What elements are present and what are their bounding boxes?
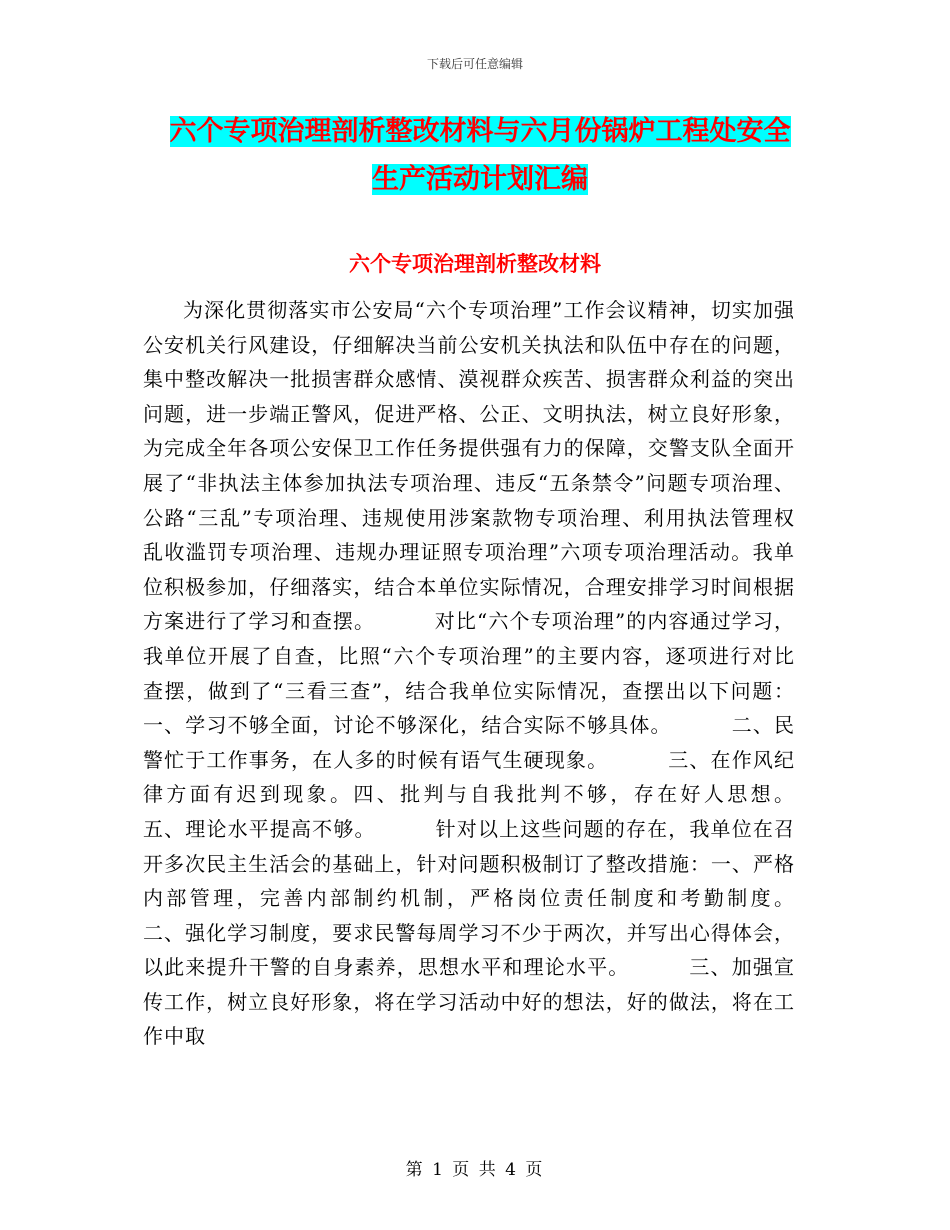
section-title: 六个专项治理剖析整改材料 [349, 251, 601, 276]
header-note: 下载后可任意编辑 [426, 57, 523, 71]
body-paragraph: 为深化贯彻落实市公安局“六个专项治理”工作会议精神，切实加强公安机关行风建设，仔细解决当前公安机关执法和队伍中存在的问题，集中整改解决一批损害群众感情、漠视群众疾苦、损害群众利益的突出问题，进一步端正警风，促进严格、公正、文明执法，树立良好形象，为完成全年各项公安保卫工作任务提供强有力的保障，交警支队全面开展了“非执法主体参加执法专项治理、违反“五条禁令”问题专项治理、公路“三乱”专项治理、违规使用涉案款物专项治理、利用执法管理权乱收滥罚专项治理、违规办理证照专项治理”六项专项治理活动。我单位积极参加，仔细落实，结合本单位实际情况，合理安排学习时间根据方案进行了学习和查摆。 对比“六个专项治理”的内容通过学习，我单位开展了自查，比照“六个专项治理”的主要内容，逐项进行对比查摆，做到了“三看三查”，结合我单位实际情况，查摆出以下问题： 一、学习不够全面，讨论不够深化，结合实际不够具体。 二、民警忙于工作事务，在人多的时候有语气生硬现象。 三、在作风纪律方面有迟到现象。四、批判与自我批判不够，存在好人思想。 五、理论水平提高不够。 针对以上这些问题的存在，我单位在召开多次民主生活会的基础上，针对问题积极制订了整改措施：一、严格内部管理，完善内部制约机制，严格岗位责任制度和考勤制度。 二、强化学习制度，要求民警每周学习不少于两次，并写出心得体会，以此来提升干警的自身素养，思想水平和理论水平。 三、加强宣传工作，树立良好形象，将在学习活动中好的想法，好的做法，将在工作中取 [143, 298, 854, 1049]
document-title [140, 108, 820, 204]
document-title-line-2: 生产活动计划汇编 [372, 164, 588, 195]
page-number-footer: 第 1 页 共 4 页 [405, 1160, 545, 1180]
document-title-line-1: 六个专项治理剖析整改材料与六月份锅炉工程处安全 [169, 116, 791, 147]
